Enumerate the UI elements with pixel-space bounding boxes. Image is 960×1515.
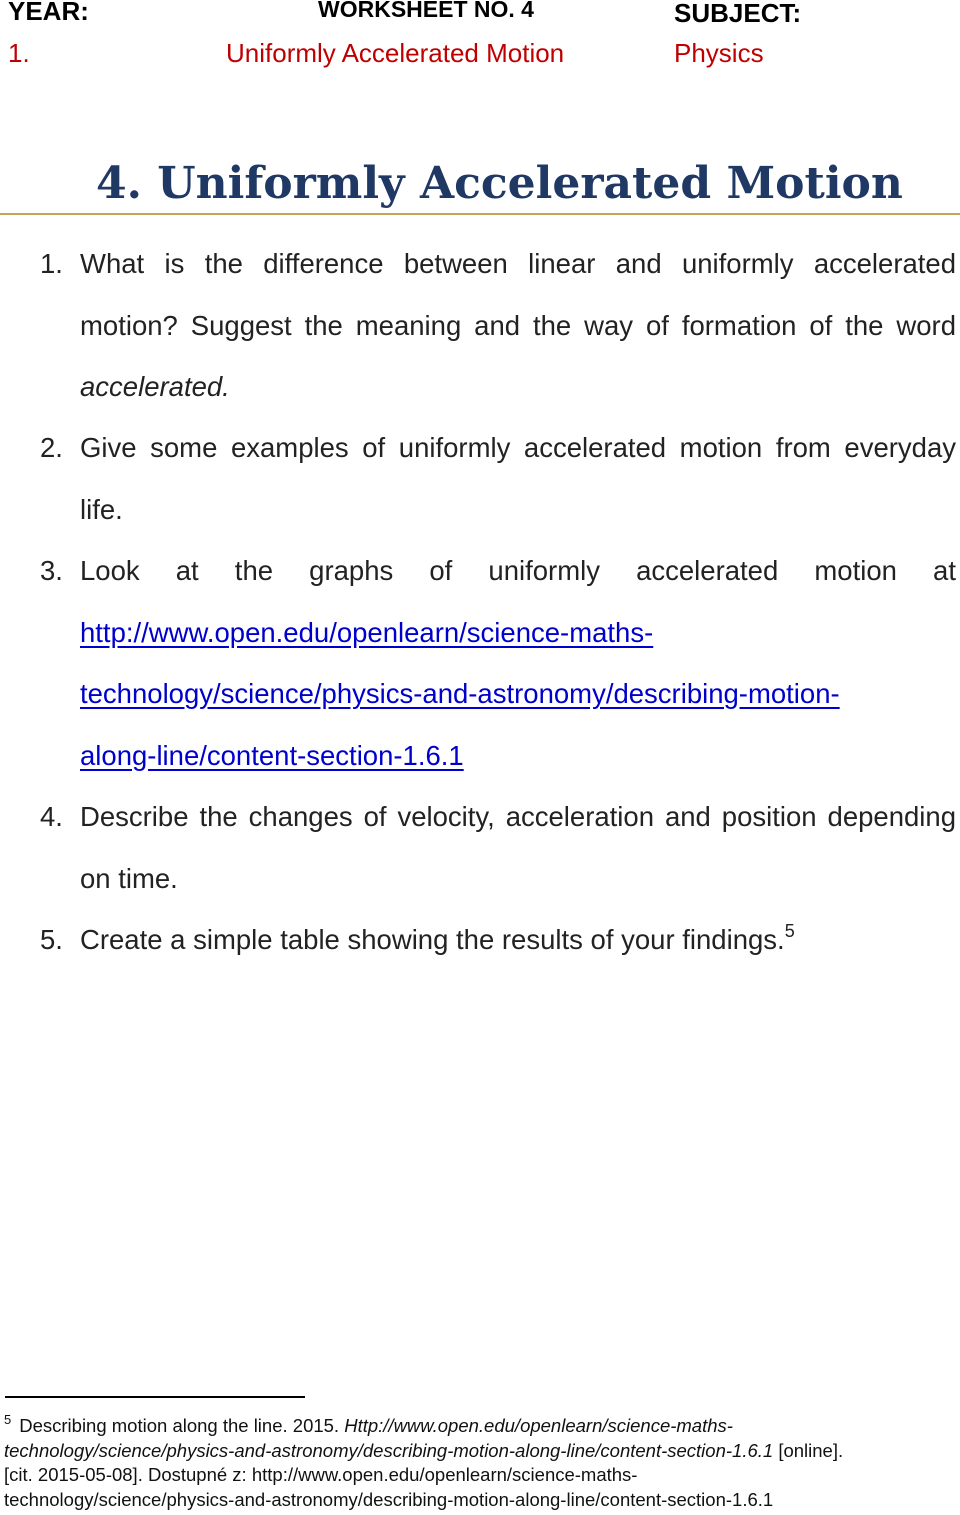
question-text: Describe the changes of velocity, acceleration and position depending on time. bbox=[80, 801, 956, 894]
url-line[interactable]: http://www.open.edu/openlearn/science-maths- bbox=[80, 616, 654, 648]
question-text bbox=[80, 909, 956, 971]
footnote-line: [cit. 2015-05-08]. Dostupné z: http://www.open.edu/openlearn/science-maths- bbox=[4, 1464, 638, 1485]
question-number: 2. bbox=[40, 432, 63, 463]
footnote-line bbox=[4, 1414, 956, 1439]
citation-text: Describing motion along the line. 2015. bbox=[19, 1415, 345, 1436]
question-item bbox=[40, 786, 956, 909]
question-text-part: Create a simple table showing the results of your findings. bbox=[80, 924, 785, 955]
question-text: Look at the graphs of uniformly accelerated motion at bbox=[80, 555, 956, 586]
title-divider bbox=[0, 213, 960, 215]
question-item bbox=[40, 417, 956, 540]
question-text-part: What is the difference between linear and uniformly accelerated motion? Suggest the meaning and the way of formation of the word bbox=[80, 248, 956, 341]
question-number: 3. bbox=[40, 555, 63, 586]
footnote bbox=[4, 1414, 956, 1512]
footnote-line: technology/science/physics-and-astronomy/describing-motion-along-line/content-section-1.6.1 bbox=[4, 1488, 774, 1510]
footnote-separator bbox=[5, 1396, 305, 1398]
footnote-marker: 5 bbox=[4, 1412, 12, 1427]
resource-link[interactable] bbox=[80, 602, 956, 787]
italic-word: accelerated. bbox=[80, 371, 230, 403]
question-number: 4. bbox=[40, 801, 63, 832]
subject-label: SUBJECT: bbox=[674, 0, 802, 28]
url-line[interactable]: technology/science/physics-and-astronomy/describing-motion- bbox=[80, 678, 840, 710]
question-text: Give some examples of uniformly accelerated motion from everyday life. bbox=[80, 432, 956, 525]
worksheet-number-label: WORKSHEET NO. 4 bbox=[318, 0, 534, 22]
question-number: 5. bbox=[40, 924, 63, 955]
year-label: YEAR: bbox=[8, 0, 89, 26]
citation-url-italic: technology/science/physics-and-astronomy/describing-motion-along-line/content-section-1.6.1 bbox=[4, 1439, 774, 1461]
worksheet-topic: Uniformly Accelerated Motion bbox=[226, 38, 565, 68]
year-value: 1. bbox=[8, 38, 30, 68]
subject-value: Physics bbox=[674, 38, 764, 68]
question-text bbox=[80, 233, 956, 418]
question-item bbox=[40, 909, 956, 971]
question-item bbox=[40, 540, 956, 786]
citation-text: [online]. bbox=[773, 1439, 844, 1461]
page-title: 4. Uniformly Accelerated Motion bbox=[96, 158, 903, 209]
question-item bbox=[40, 233, 956, 418]
footnote-reference[interactable]: 5 bbox=[784, 921, 795, 941]
url-line[interactable]: along-line/content-section-1.6.1 bbox=[80, 739, 464, 771]
citation-url-italic: Http://www.open.edu/openlearn/science-maths- bbox=[344, 1415, 733, 1436]
question-number: 1. bbox=[40, 248, 63, 279]
footnote-line bbox=[4, 1439, 956, 1464]
